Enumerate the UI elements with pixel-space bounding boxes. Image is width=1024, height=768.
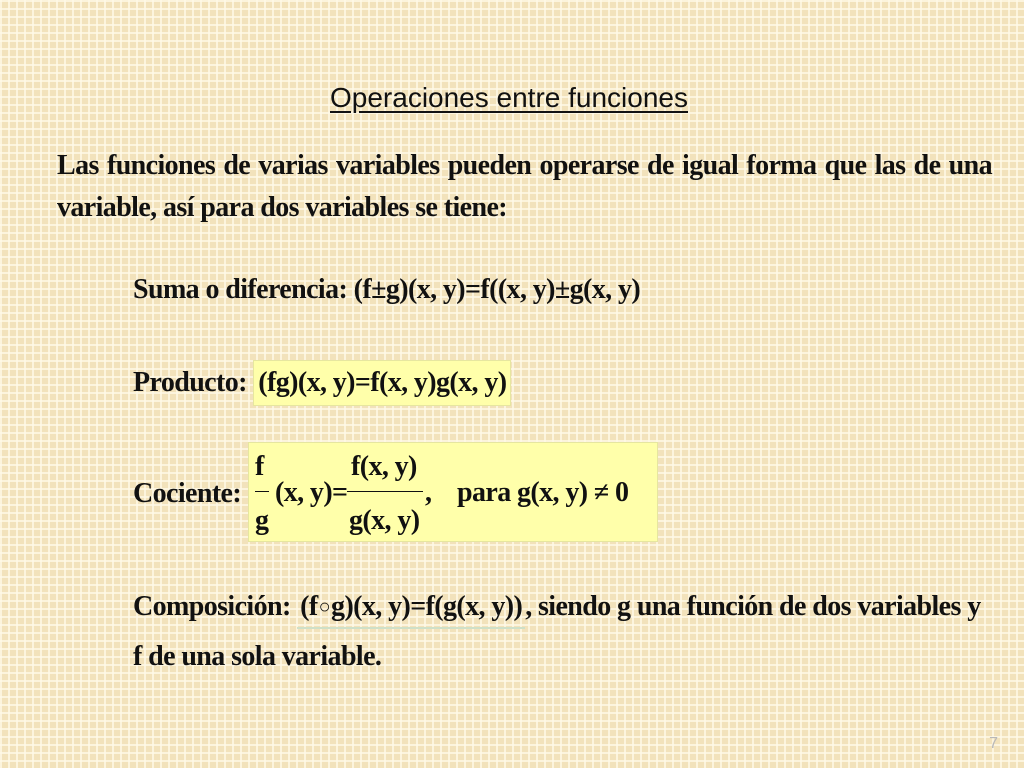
producto-label: Producto:: [133, 367, 247, 398]
intro-paragraph: Las funciones de varias variables pueden operarse de igual forma que las de una variable, así para dos variables se tiene:: [57, 150, 992, 223]
fraction-denominator-g: g: [255, 505, 269, 536]
producto-row: [133, 360, 511, 406]
cociente-args: (x, y)=: [275, 477, 348, 508]
fraction-denominator-gxy: g(x, y): [349, 505, 420, 536]
cociente-formula-box: [248, 442, 658, 542]
composicion-label: Composición:: [133, 591, 291, 622]
fraction-bar-rhs: [347, 491, 423, 492]
suma-formula: (f±g)(x, y)=f((x, y)±g(x, y): [353, 274, 641, 305]
fraction-numerator-fxy: f(x, y): [351, 451, 417, 482]
cociente-label: Cociente:: [133, 478, 242, 509]
composicion-text-line1: , siendo g una función de dos variables y: [525, 591, 981, 622]
fraction-numerator-f: f: [255, 451, 264, 482]
composicion-formula: [297, 587, 525, 629]
suma-row: [133, 270, 640, 310]
page-number: 7: [989, 735, 998, 752]
cociente-comma: ,: [425, 477, 432, 508]
composicion-text-line2: f de una sola variable.: [133, 641, 382, 672]
composicion-formula-f: (f: [300, 591, 318, 622]
composicion-row: [133, 583, 981, 631]
slide-title: Operaciones entre funciones: [330, 82, 688, 113]
composition-ring-symbol: ○: [318, 596, 331, 618]
fraction-bar-fg: [255, 491, 269, 492]
producto-formula: (fg)(x, y)=f(x, y)g(x, y): [253, 360, 511, 406]
cociente-condition: para g(x, y) ≠ 0: [457, 477, 629, 508]
composicion-formula-rest: g)(x, y)=f(g(x, y)): [331, 591, 523, 622]
suma-label: Suma o diferencia:: [133, 274, 348, 305]
